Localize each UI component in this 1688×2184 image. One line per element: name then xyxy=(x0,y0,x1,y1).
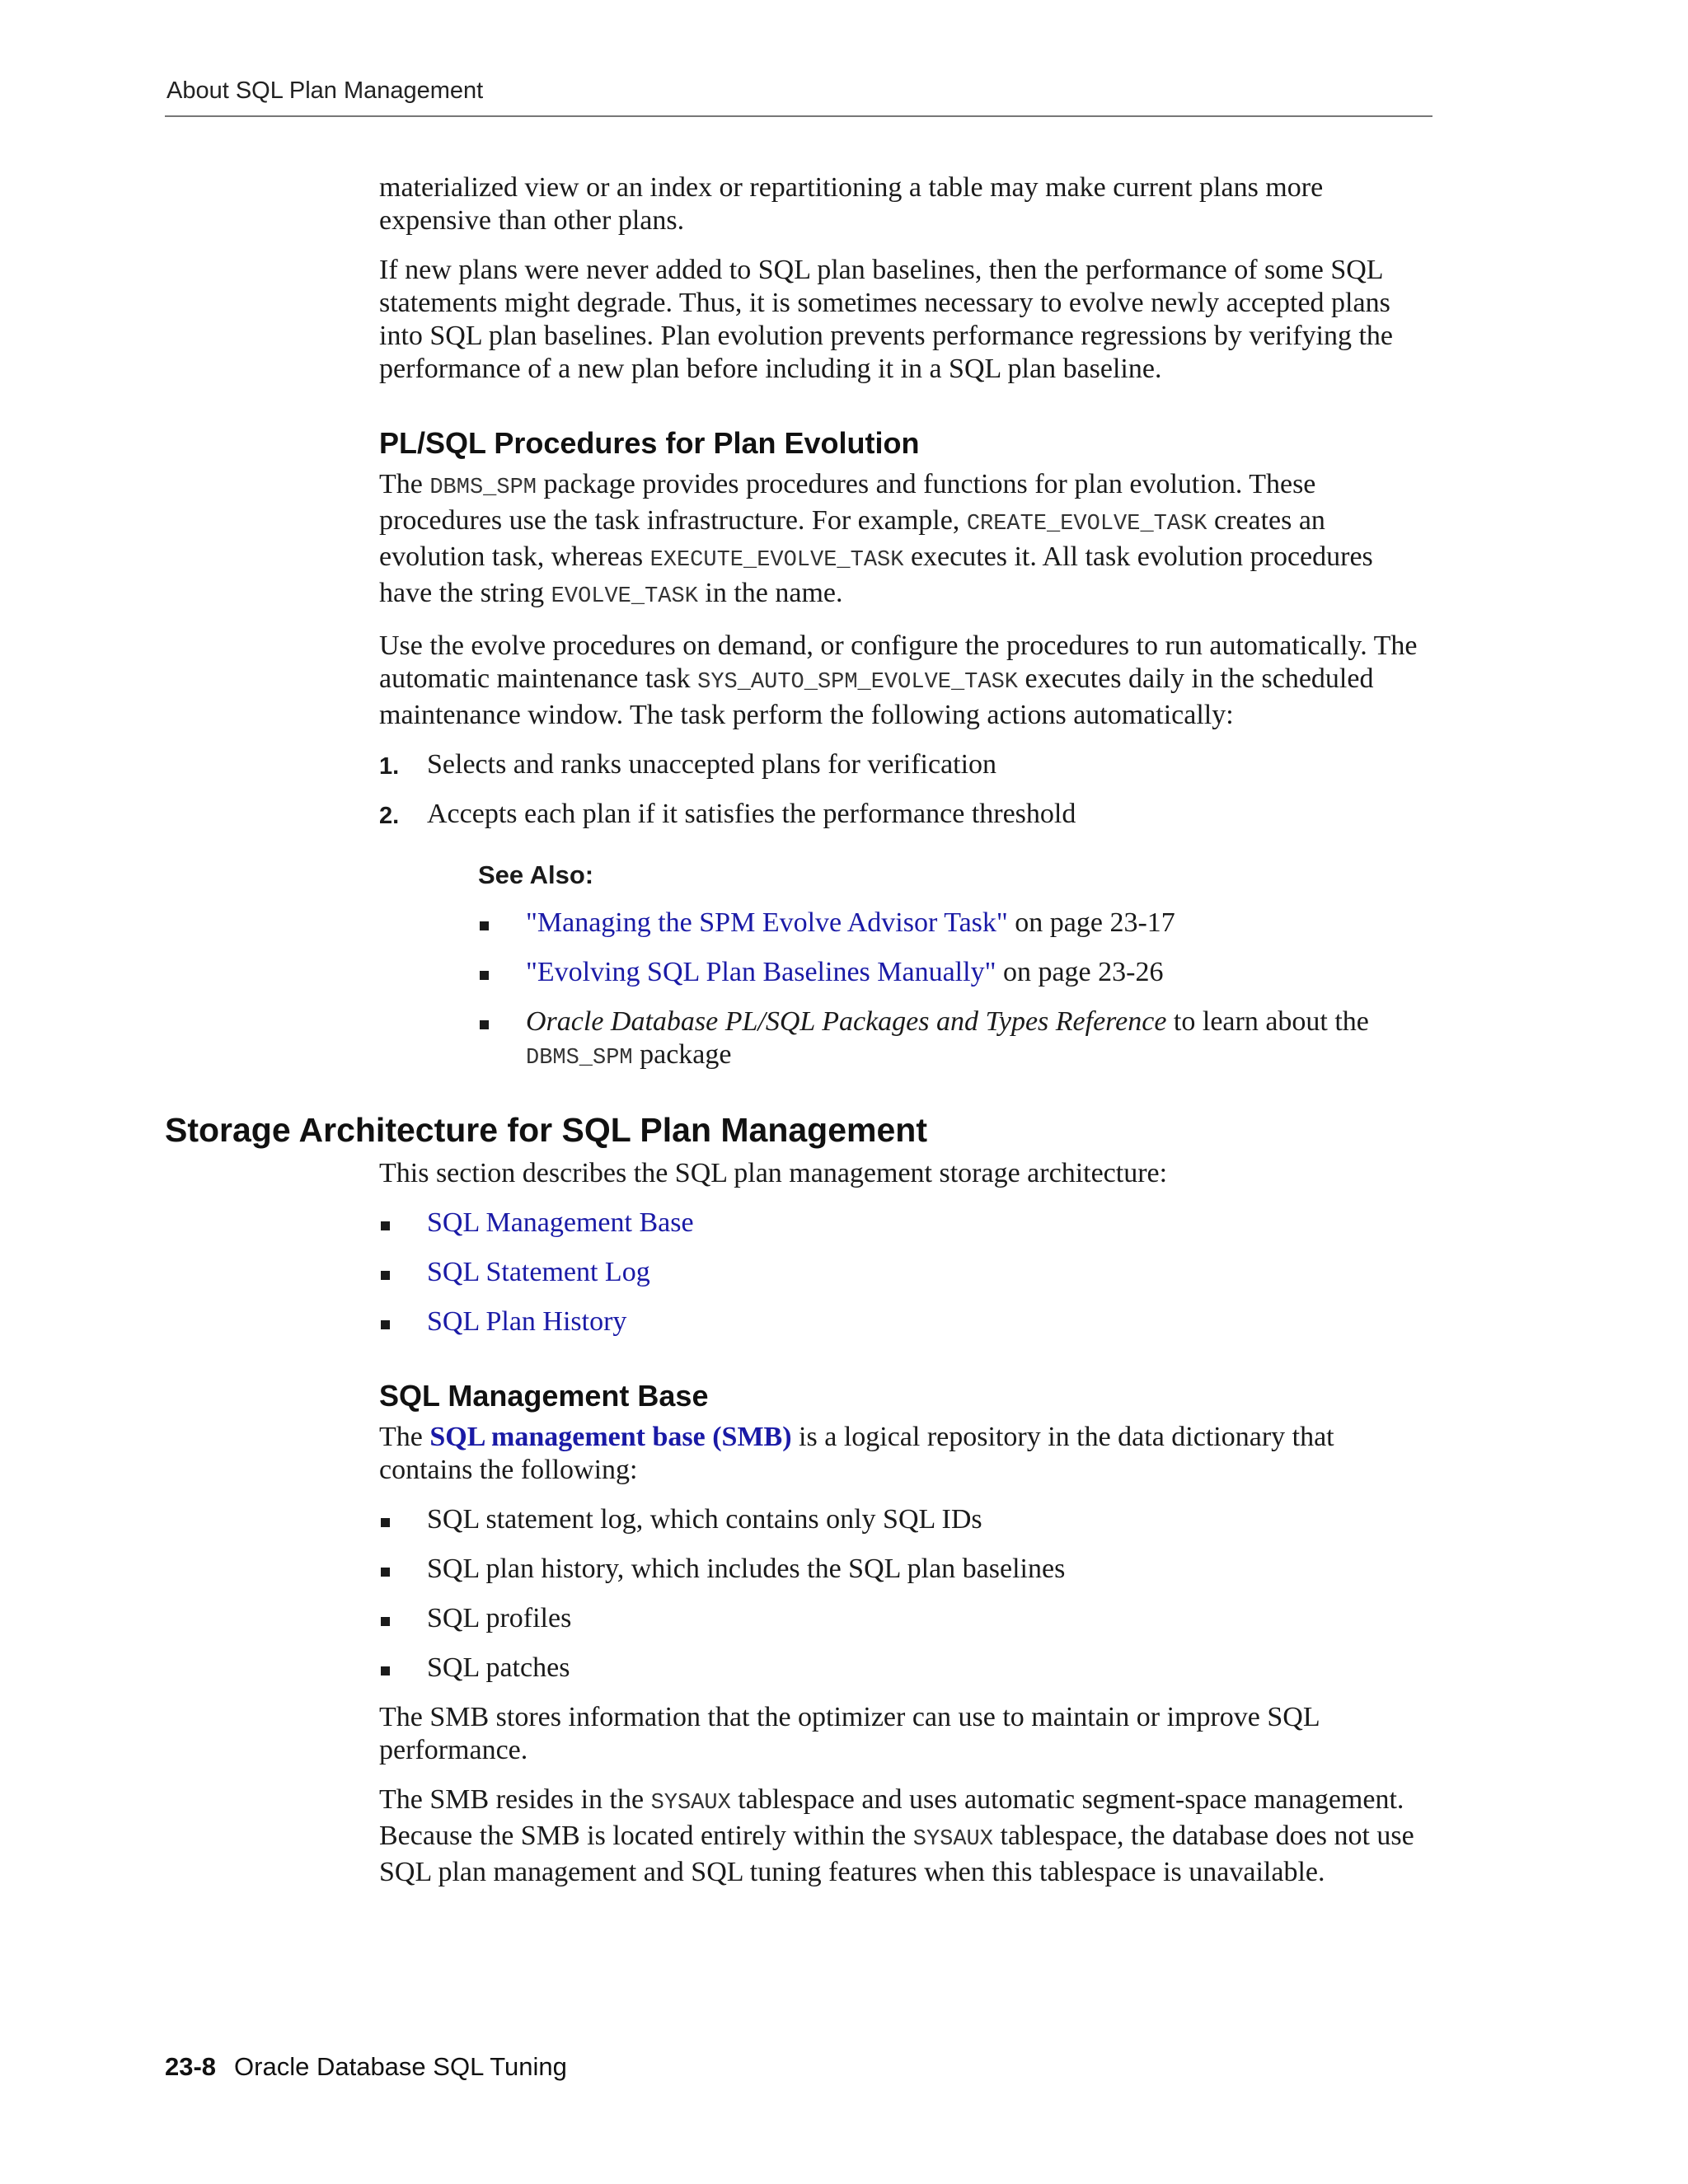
list-item: SQL profiles xyxy=(379,1602,1418,1635)
code-sysaux: SYSAUX xyxy=(912,1827,993,1852)
page-footer xyxy=(165,2052,567,2082)
plsql-paragraph-1: The DBMS_SPM package provides procedures and functions for plan evolution. These procedures use the task infrastructure. For example, CREATE_EVOLVE_TASK creates an evolution task, whereas EXECUTE_EVOLVE_TASK executes it. All task evolution procedures have the string EVOLVE_TASK in the name. xyxy=(379,469,1373,609)
list-item: SQL plan history, which includes the SQL plan baselines xyxy=(379,1553,1418,1586)
intro-paragraph-1: materialized view or an index or repartitioning a table may make current plans more expensive than other plans. xyxy=(379,172,1324,236)
link-sql-plan-history[interactable]: SQL Plan History xyxy=(427,1306,627,1337)
running-header xyxy=(165,74,1432,117)
list-item: "Managing the SPM Evolve Advisor Task" on page 23-17 xyxy=(478,907,1418,940)
smb-paragraph-3: The SMB resides in the SYSAUX tablespace and uses automatic segment-space management. Because the SMB is located entirely within the SYSAUX tablespace, the database does not use SQL plan management and SQL tuning features when this tablespace is unavailable. xyxy=(379,1784,1414,1887)
book-title-reference: Oracle Database PL/SQL Packages and Types Reference xyxy=(526,1006,1167,1037)
list-item: "Evolving SQL Plan Baselines Manually" on page 23-26 xyxy=(478,956,1418,989)
list-item xyxy=(379,1207,1418,1240)
link-managing-spm-evolve-advisor-task[interactable]: "Managing the SPM Evolve Advisor Task" xyxy=(526,907,1008,938)
smb-heading: SQL Management Base xyxy=(379,1379,709,1413)
smb-paragraph-2: The SMB stores information that the optimizer can use to maintain or improve SQL performance. xyxy=(379,1702,1320,1765)
code-dbms-spm: DBMS_SPM xyxy=(429,476,537,500)
intro-paragraph-2: If new plans were never added to SQL plan baselines, then the performance of some SQL statements might degrade. Thus, it is sometimes necessary to evolve newly accepted plans into SQL plan baselines. Plan evolution prevents performance regressions by verifying the performance of a new plan before including it in a SQL plan baseline. xyxy=(379,255,1393,384)
storage-links-list xyxy=(379,1207,1418,1338)
plsql-paragraph-2: Use the evolve procedures on demand, or configure the procedures to run automatically. The automatic maintenance task SYS_AUTO_SPM_EVOLVE_TASK executes daily in the scheduled maintenance window. The task perform the following actions automatically: xyxy=(379,630,1418,730)
list-item xyxy=(379,1256,1418,1289)
book-title: Oracle Database SQL Tuning xyxy=(234,2052,567,2081)
smb-contents-list xyxy=(379,1503,1418,1685)
page-body xyxy=(165,171,1418,1905)
link-sql-statement-log[interactable]: SQL Statement Log xyxy=(427,1257,650,1287)
list-item: SQL patches xyxy=(379,1652,1418,1685)
see-also-box xyxy=(478,859,1418,1075)
plsql-heading: PL/SQL Procedures for Plan Evolution xyxy=(379,426,920,460)
see-also-label: See Also: xyxy=(478,860,594,889)
list-item: Oracle Database PL/SQL Packages and Types Reference to learn about the DBMS_SPM package xyxy=(478,1005,1418,1075)
link-evolving-sql-plan-baselines-manually[interactable]: "Evolving SQL Plan Baselines Manually" xyxy=(526,957,996,987)
link-sql-management-base-smb[interactable]: SQL management base (SMB) xyxy=(429,1422,792,1452)
page-number: 23-8 xyxy=(165,2052,217,2081)
code-sys-auto-spm-evolve-task: SYS_AUTO_SPM_EVOLVE_TASK xyxy=(697,670,1018,695)
code-evolve-task: EVOLVE_TASK xyxy=(551,584,698,609)
link-sql-management-base[interactable]: SQL Management Base xyxy=(427,1207,694,1238)
storage-architecture-heading: Storage Architecture for SQL Plan Management xyxy=(165,1111,927,1149)
code-sysaux: SYSAUX xyxy=(650,1791,731,1816)
code-create-evolve-task: CREATE_EVOLVE_TASK xyxy=(966,512,1207,537)
see-also-list xyxy=(478,907,1418,1075)
storage-intro-paragraph: This section describes the SQL plan management storage architecture: xyxy=(379,1158,1168,1188)
list-item: SQL statement log, which contains only SQL IDs xyxy=(379,1503,1418,1536)
smb-paragraph-1: The SQL management base (SMB) is a logical repository in the data dictionary that contains the following: xyxy=(379,1422,1334,1485)
header-title: About SQL Plan Management xyxy=(166,77,484,104)
list-item: 2. Accepts each plan if it satisfies the performance threshold xyxy=(379,799,1076,829)
list-item xyxy=(379,1305,1418,1338)
list-item: 1. Selects and ranks unaccepted plans for verification xyxy=(379,749,997,780)
evolve-steps-list xyxy=(379,748,1418,831)
code-execute-evolve-task: EXECUTE_EVOLVE_TASK xyxy=(649,548,904,573)
